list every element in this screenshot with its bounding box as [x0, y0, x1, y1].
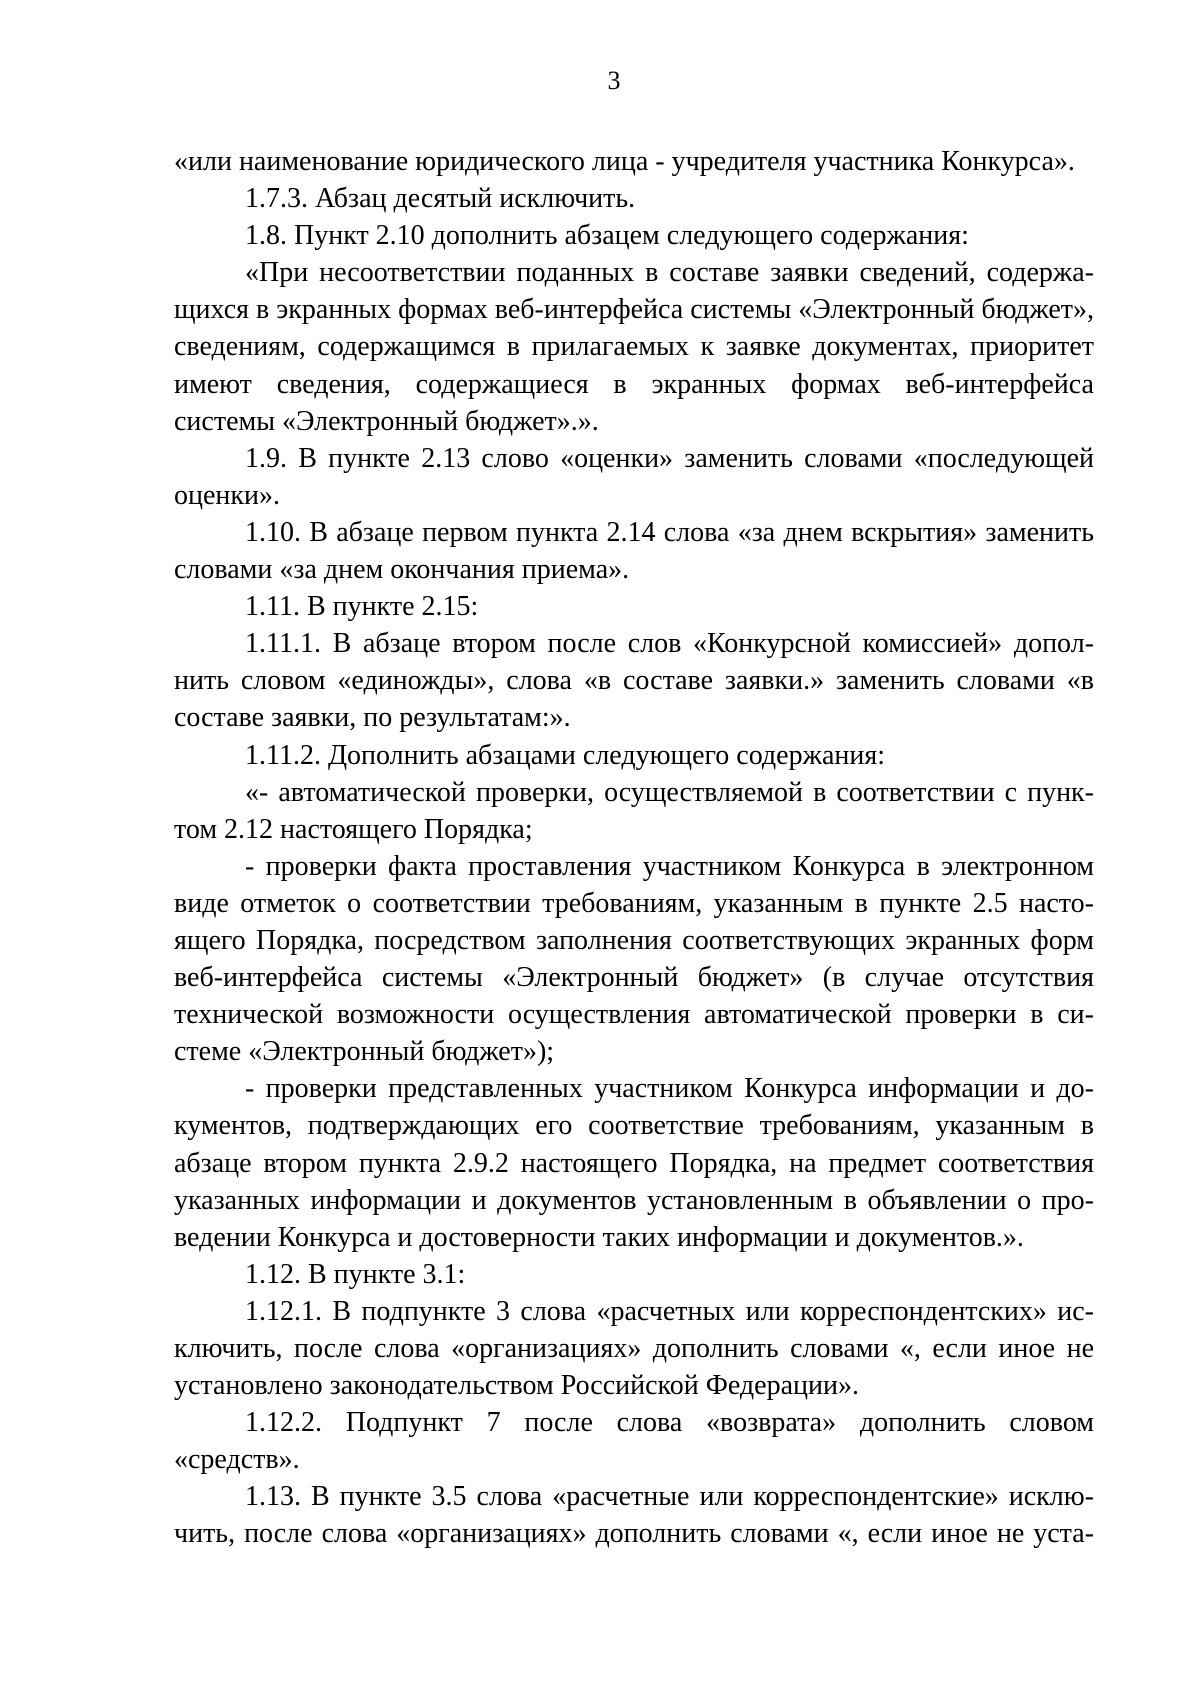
document-body — [174, 143, 1094, 1553]
paragraph: 1.11.1. В абзаце втором после слов «Конкурсной комиссией» дополнить словом «единожды», слова «в составе заявки.» заменить словами «в составе заявки, по результатам:». — [174, 628, 1094, 734]
paragraph: 1.12. В пункте 3.1: — [245, 1258, 466, 1290]
paragraph: 1.9. В пункте 2.13 слово «оценки» заменить словами «последующей оценки». — [174, 442, 1094, 511]
paragraph: 1.11. В пункте 2.15: — [245, 591, 479, 623]
paragraph: 1.7.3. Абзац десятый исключить. — [245, 183, 636, 215]
page-number: 3 — [607, 66, 621, 95]
paragraph: 1.11.2. Дополнить абзацами следующего содержания: — [245, 739, 885, 771]
paragraph: 1.12.2. Подпункт 7 после слова «возврата» дополнить словом «средств». — [174, 1407, 1094, 1476]
paragraph-continued: 1.13. В пункте 3.5 слова «расчетные или корреспондентские» исключить, после слова «организациях» дополнить словами «, если иное не уста- — [174, 1481, 1094, 1550]
paragraph: «- автоматической проверки, осуществляемой в соответствии с пунктом 2.12 настоящего Порядка; — [174, 776, 1094, 845]
paragraph: 1.8. Пункт 2.10 дополнить абзацем следующего содержания: — [245, 220, 969, 252]
paragraph: - проверки представленных участником Конкурса информации и документов, подтверждающих его соответствие требованиям, указанным в абзаце втором пункта 2.9.2 настоящего Порядка, на предмет соответствия указанных информации и документов установленным в объявлении о проведении Конкурса и достоверности таких информации и документов.». — [174, 1073, 1094, 1253]
paragraph: «При несоответствии поданных в составе заявки сведений, содержащихся в экранных формах веб-интерфейса системы «Электронный бюджет», сведениям, содержащимся в прилагаемых к заявке документах, приоритет имеют сведения, содержащиеся в экранных формах веб-интерфейса системы «Электронный бюджет».». — [174, 257, 1094, 437]
paragraph: «или наименование юридического лица - учредителя участника Конкурса». — [174, 146, 1075, 177]
paragraph: 1.10. В абзаце первом пункта 2.14 слова «за днем вскрытия» заменить словами «за днем окончания приема». — [174, 516, 1094, 586]
paragraph: 1.12.1. В подпункте 3 слова «расчетных или корреспондентских» исключить, после слова «организациях» дополнить словами «, если иное не установлено законодательством Российской Федерации». — [174, 1295, 1094, 1402]
paragraph: - проверки факта проставления участником Конкурса в электронном виде отметок о соответствии требованиям, указанным в пункте 2.5 настоящего Порядка, посредством заполнения соответствующих экранных форм веб-интерфейса системы «Электронный бюджет» (в случае отсутствия технической возможности осуществления автоматической проверки в системе «Электронный бюджет»); — [174, 850, 1094, 1068]
